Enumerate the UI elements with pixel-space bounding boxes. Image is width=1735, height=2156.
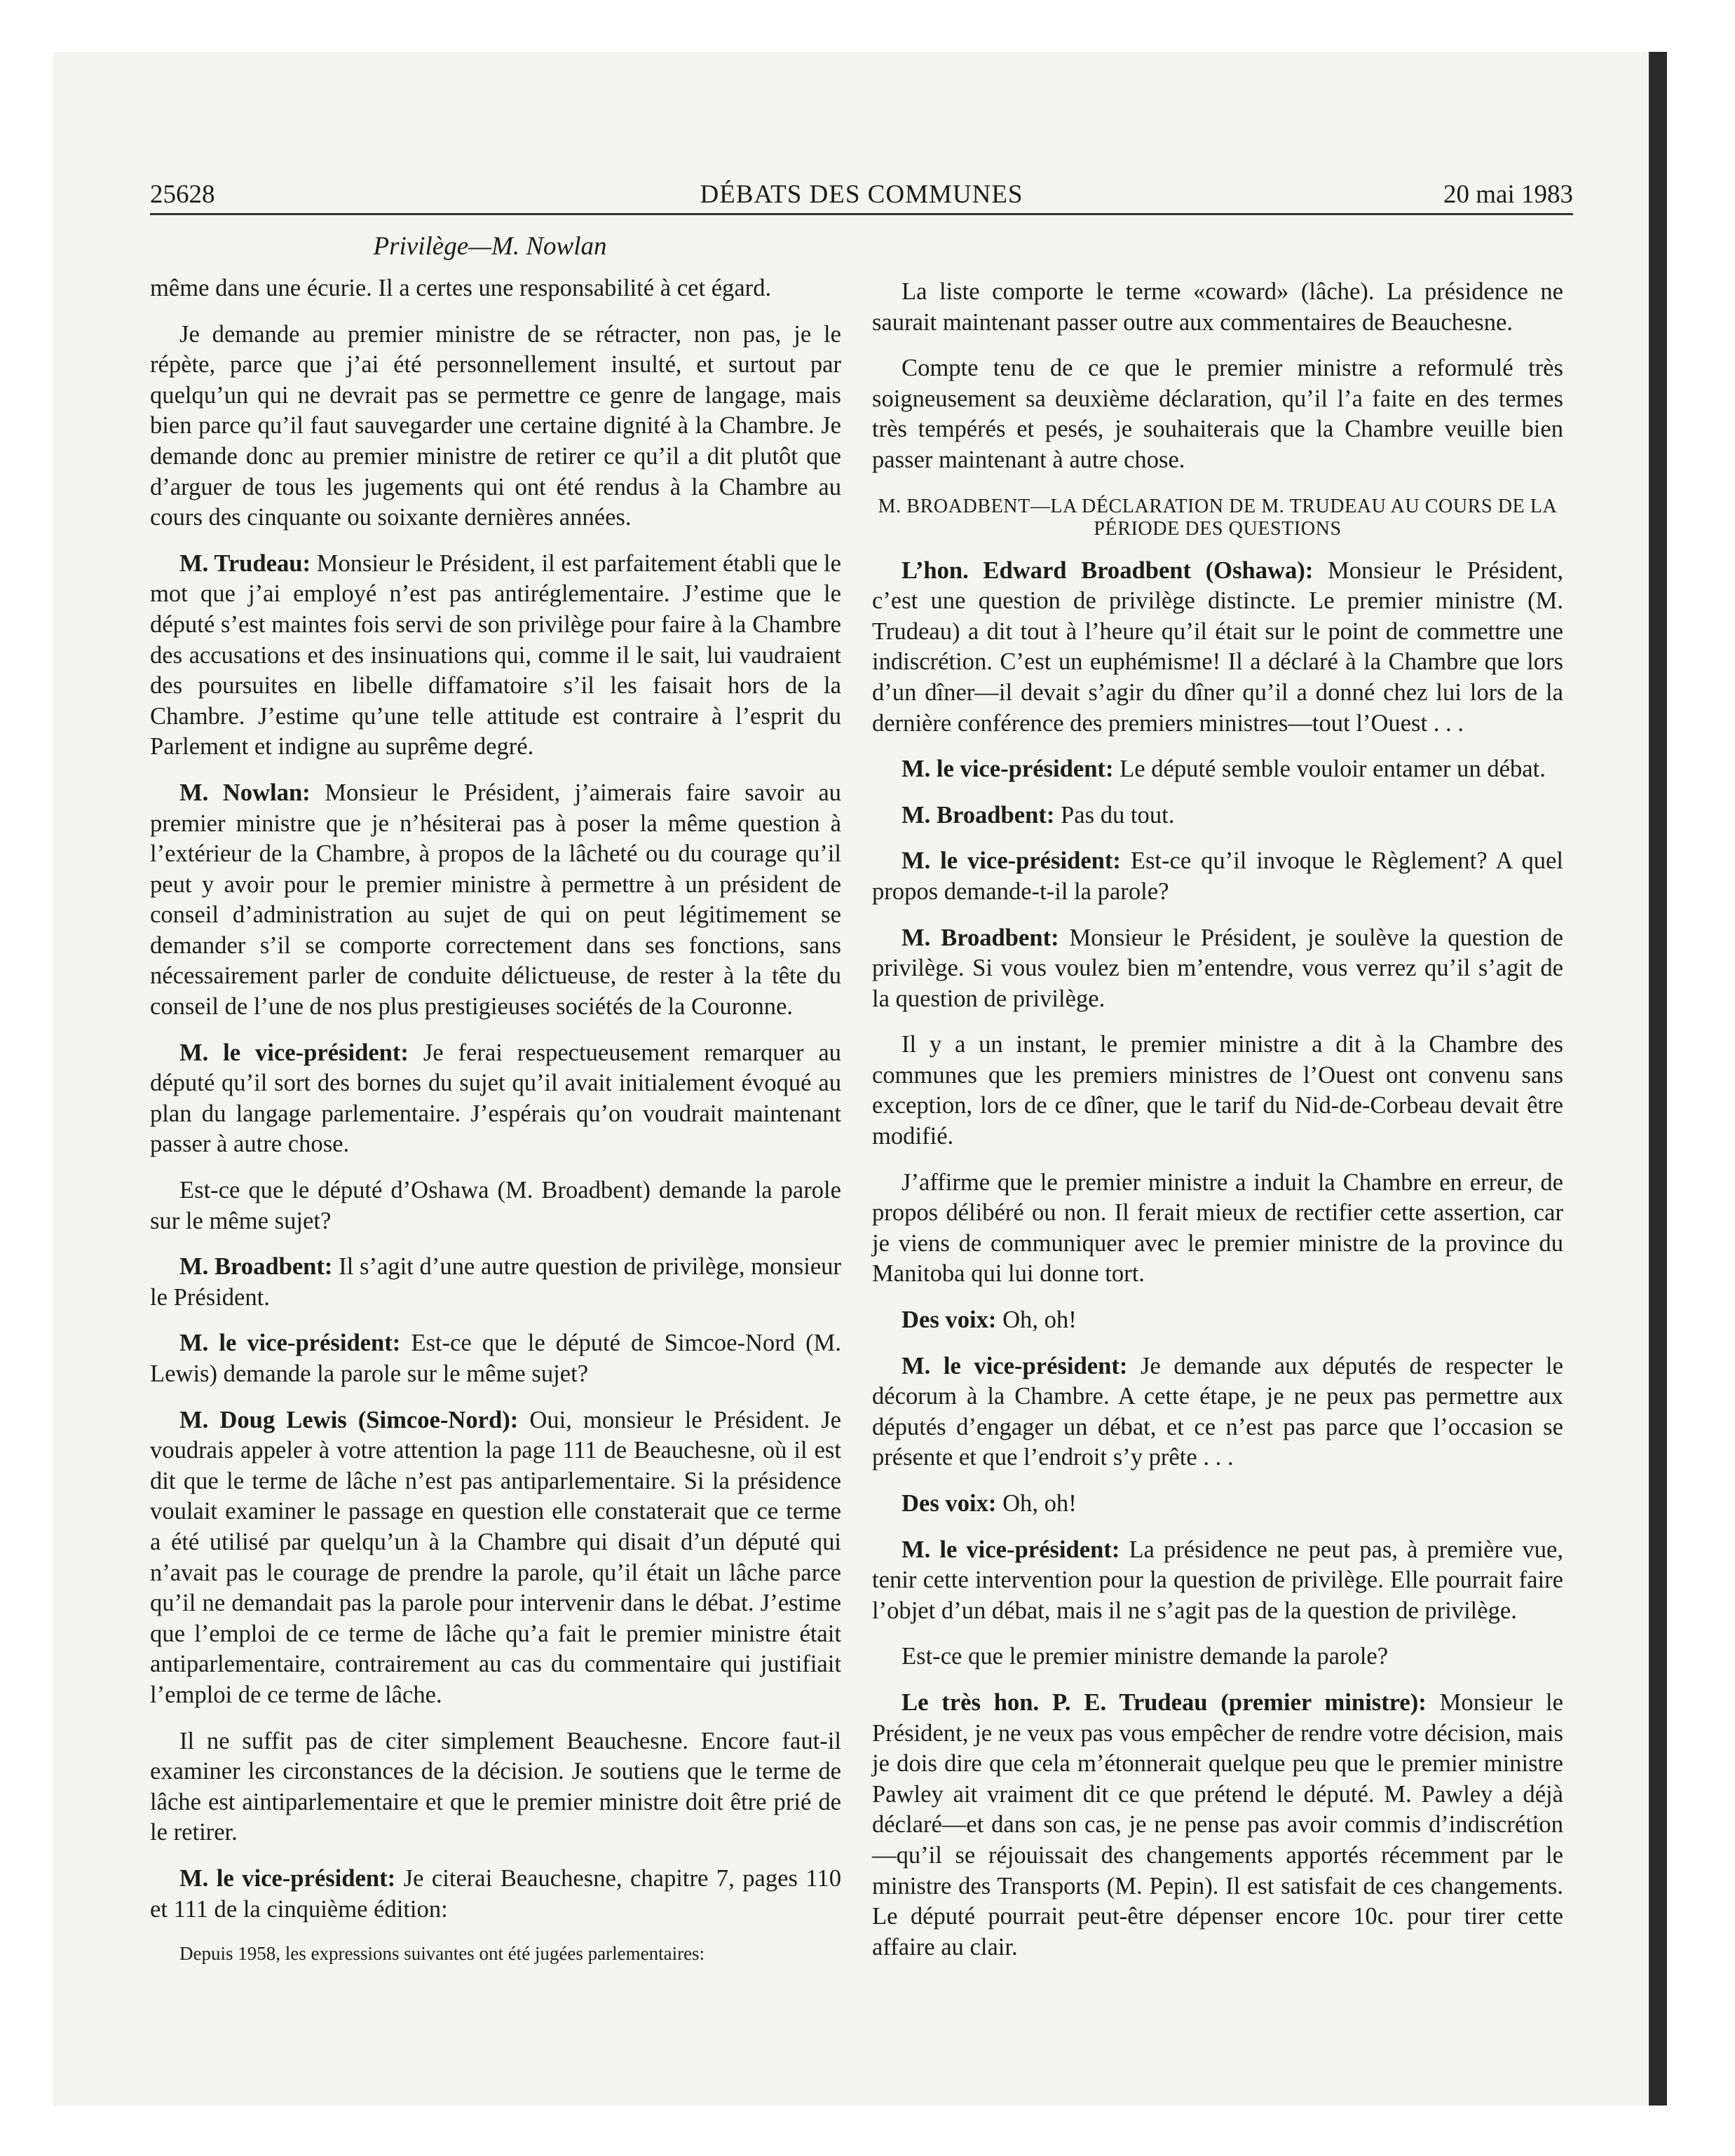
- page-number: 25628: [150, 180, 215, 209]
- scan-edge-shadow: [1649, 52, 1667, 2106]
- running-head: Privilège—M. Nowlan: [373, 232, 607, 261]
- speaker-name: M. le vice-président:: [179, 1330, 401, 1357]
- quoted-note: Depuis 1958, les expressions suivantes ont été jugées parlementaires:: [179, 1943, 705, 1965]
- speech: M. le vice-président: Je demande aux députés de respecter le décorum à la Chambre. A cette étape, je ne peux pas permettre aux députés d’engager un débat, et ce n’est pas parce que l’occasion se présente et que l’endroit s’y prête . . .: [872, 1352, 1563, 1471]
- speech: Le très hon. P. E. Trudeau (premier ministre): Monsieur le Président, je ne veux pas vous empêcher de rendre votre décision, mais je dois dire que cela m’étonnerait quelque peu que le premier ministre Pawley ait vraiment dit ce que prétend le député. M. Pawley a déjà déclaré—et dans son cas, je ne pense pas avoir commis d’indiscrétion—qu’il se réjouissait des changements apportés récemment par le ministre des Transports (M. Pepin). Il est satisfait de ces changements. Le député pourrait peut-être dépenser encore 10c. pour tirer cette affaire au clair.: [872, 1688, 1563, 1960]
- speech: L’hon. Edward Broadbent (Oshawa): Monsieur le Président, c’est une question de privilège distincte. Le premier ministre (M. Trudeau) a dit tout à l’heure qu’il était sur le point de commettre une indiscrétion. C’est un euphémisme! Il a déclaré à la Chambre que lors d’un dîner—il devait s’agir du dîner qu’il a donné chez lui lors de la dernière conférence des premiers ministres—tout l’Ouest . . .: [872, 557, 1563, 737]
- speaker-name: M. le vice-président:: [901, 756, 1114, 783]
- section-title: M. BROADBENT—LA DÉCLARATION DE M. TRUDEAU AU COURS DE LA PÉRIODE DES QUESTIONS: [878, 495, 1558, 540]
- speech: M. le vice-président: Est-ce que le député de Simcoe-Nord (M. Lewis) demande la parole sur le même sujet?: [150, 1330, 841, 1387]
- speech: M. Nowlan: Monsieur le Président, j’aimerais faire savoir au premier ministre que je n’hésiterai pas à poser la même question à l’extérieur de la Chambre, à propos de la lâcheté ou du courage qu’il peut y avoir pour le premier ministre à permettre à un président de conseil d’administration au sujet de qui on peut légitimement se demander s’il se comporte correctement dans ses fonctions, sans nécessairement parler de conduite délictueuse, de rester à la tête du conseil de l’une de nos plus prestigieuses sociétés de la Couronne.: [150, 779, 841, 1021]
- publication-date: 20 mai 1983: [1443, 180, 1573, 209]
- speech: M. Doug Lewis (Simcoe-Nord): Oui, monsieur le Président. Je voudrais appeler à votre attention la page 111 de Beauchesne, où il est dit que le terme de lâche n’est pas antiparlementaire. Si la présidence voulait examiner le passage en question elle constaterait que ce terme a été utilisé par quelqu’un à la Chambre qui disait d’un député qui n’avait pas le courage de prendre la parole, qu’il était un lâche parce qu’il ne demandait pas la parole pour intervenir dans le débat. J’estime que l’emploi de ce terme de lâche qu’a fait le premier ministre était antiparlementaire, contrairement au cas du commentaire qui justifiait l’emploi de ce terme de lâche.: [150, 1406, 841, 1708]
- speech: M. Broadbent: Il s’agit d’une autre question de privilège, monsieur le Président.: [150, 1253, 841, 1311]
- right-column: [872, 277, 1563, 1978]
- speech: M. Broadbent: Pas du tout.: [901, 801, 1175, 828]
- speech: M. le vice-président: La présidence ne peut pas, à première vue, tenir cette intervention pour la question de privilège. Elle pourrait faire l’objet d’un débat, mais il ne s’agit pas de la question de privilège.: [872, 1536, 1563, 1624]
- paragraph: Il ne suffit pas de citer simplement Beauchesne. Encore faut-il examiner les circonstances de la décision. Je soutiens que le terme de lâche est aintiparlementaire et que le premier ministre doit être prié de le retirer.: [150, 1727, 841, 1846]
- speaker-name: M. le vice-président:: [179, 1039, 409, 1066]
- left-column: [150, 273, 841, 1981]
- paragraph: Compte tenu de ce que le premier ministre a reformulé très soigneusement sa deuxième déclaration, qu’il l’a faite en des termes très tempérés et pesés, je souhaiterais que la Chambre veuille bien passer maintenant à autre chose.: [872, 355, 1563, 473]
- speaker-name: M. Trudeau:: [179, 550, 311, 577]
- paragraph: La liste comporte le terme «coward» (lâche). La présidence ne saurait maintenant passer outre aux commentaires de Beauchesne.: [872, 278, 1563, 336]
- speech: M. le vice-président: Le député semble vouloir entamer un débat.: [901, 756, 1546, 783]
- publication-title: DÉBATS DES COMMUNES: [700, 180, 1023, 209]
- paragraph: Est-ce que le député d’Oshawa (M. Broadbent) demande la parole sur le même sujet?: [150, 1177, 841, 1234]
- speech: M. le vice-président: Je ferai respectueusement remarquer au député qu’il sort des bornes du sujet qu’il avait initialement évoqué au plan du langage parlementaire. J’espérais qu’on voudrait maintenant passer à autre chose.: [150, 1039, 841, 1158]
- speaker-name: Des voix:: [901, 1490, 997, 1517]
- paragraph: Il y a un instant, le premier ministre a dit à la Chambre des communes que les premiers ministres de l’Ouest ont convenu sans exception, lors de ce dîner, que le tarif du Nid-de-Corbeau devait être modifié.: [872, 1031, 1563, 1150]
- speaker-name: M. le vice-président:: [901, 1352, 1128, 1379]
- paragraph: Je demande au premier ministre de se rétracter, non pas, je le répète, parce que j’ai été personnellement insulté, et surtout par quelqu’un qui ne devrait pas se permettre ce genre de langage, mais bien parce qu’il faut sauvegarder une certaine dignité à la Chambre. Je demande donc au premier ministre de retirer ce qu’il a dit plutôt que d’arguer de tous les jugements qui ont été rendus à la Chambre au cours des cinquante ou soixante dernières années.: [150, 320, 841, 531]
- speaker-name: Des voix:: [901, 1306, 997, 1334]
- speaker-name: M. Broadbent:: [901, 801, 1055, 828]
- speaker-name: M. Nowlan:: [179, 779, 311, 806]
- speaker-name: M. Doug Lewis (Simcoe-Nord):: [179, 1406, 519, 1433]
- speaker-name: M. le vice-président:: [901, 847, 1121, 875]
- speech: M. Trudeau: Monsieur le Président, il est parfaitement établi que le mot que j’ai employé n’est pas antiréglementaire. J’estime que le député s’est maintes fois servi de son privilège pour faire à la Chambre des accusations et des insinuations qui, comme il le sait, lui vaudraient des poursuites en libelle diffamatoire s’il les faisait hors de la Chambre. J’estime qu’une telle attitude est contraire à l’esprit du Parlement et indigne au suprême degré.: [150, 550, 841, 760]
- speech: M. le vice-président: Je citerai Beauchesne, chapitre 7, pages 110 et 111 de la cinquième édition:: [150, 1864, 841, 1923]
- speaker-name: M. Broadbent:: [179, 1253, 333, 1281]
- speech: Des voix: Oh, oh!: [901, 1306, 1077, 1334]
- speech: Des voix: Oh, oh!: [901, 1490, 1077, 1517]
- speaker-name: M. le vice-président:: [901, 1536, 1120, 1563]
- page-header: [150, 175, 1573, 215]
- speech: M. Broadbent: Monsieur le Président, je soulève la question de privilège. Si vous voulez bien m’entendre, vous verrez qu’il s’agit de la question de privilège.: [872, 924, 1563, 1012]
- paragraph: J’affirme que le premier ministre a induit la Chambre en erreur, de propos délibéré ou non. Il ferait mieux de rectifier cette assertion, car je viens de communiquer avec le premier ministre de la province du Manitoba qui lui donne tort.: [872, 1168, 1563, 1288]
- paragraph: même dans une écurie. Il a certes une responsabilité à cet égard.: [150, 275, 772, 301]
- speaker-name: M. Broadbent:: [901, 924, 1059, 951]
- speaker-name: M. le vice-président:: [179, 1864, 396, 1892]
- speaker-name: Le très hon. P. E. Trudeau (premier ministre):: [901, 1688, 1427, 1716]
- paragraph: Est-ce que le premier ministre demande la parole?: [901, 1643, 1389, 1670]
- speech: M. le vice-président: Est-ce qu’il invoque le Règlement? A quel propos demande-t-il la parole?: [872, 847, 1563, 905]
- speaker-name: L’hon. Edward Broadbent (Oshawa):: [901, 557, 1314, 584]
